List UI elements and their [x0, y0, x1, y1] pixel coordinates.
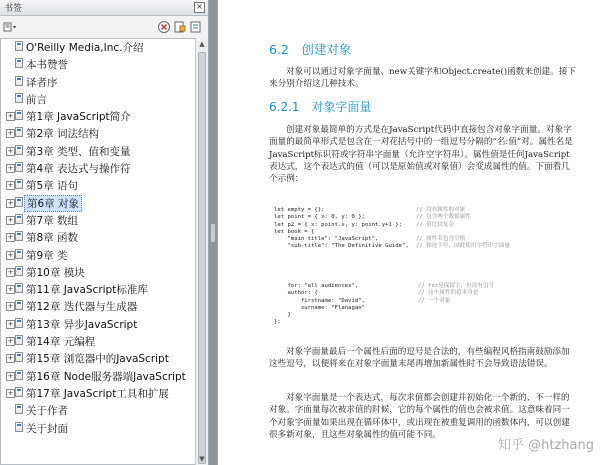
- expand-toggle-icon[interactable]: +: [7, 233, 14, 242]
- code-line: [274, 221, 455, 229]
- bookmark-page-icon: [15, 179, 23, 189]
- bookmark-page-icon: [15, 422, 23, 432]
- code-text: firstname: "David",: [274, 297, 365, 304]
- code-comment: // 一个对象: [418, 297, 451, 304]
- bookmark-label: 第10章 模块: [26, 266, 85, 279]
- code-line: [274, 312, 365, 319]
- code-comment: // 没有属性的对象: [416, 207, 466, 213]
- bookmark-label: 第6章 对象: [24, 195, 82, 212]
- expand-toggle-icon[interactable]: +: [7, 285, 14, 294]
- code-text: surname: "Flanagan": [274, 304, 365, 311]
- bookmark-page-icon: [15, 214, 23, 224]
- bookmark-page-icon: [15, 352, 23, 362]
- expand-toggle-icon[interactable]: +: [7, 371, 14, 380]
- bookmark-label: 第13章 异步JavaScript: [26, 318, 138, 331]
- bookmark-item[interactable]: [1, 368, 195, 385]
- bookmark-label: 译者序: [26, 76, 58, 89]
- bookmark-item[interactable]: [1, 229, 195, 246]
- bookmark-label: 第7章 数组: [26, 214, 79, 227]
- bookmark-label: 第9章 类: [26, 249, 68, 262]
- bookmark-page-icon: [15, 127, 23, 137]
- bookmark-page-icon: [15, 266, 23, 276]
- bookmark-item[interactable]: [1, 212, 195, 229]
- panel-splitter[interactable]: [209, 0, 217, 465]
- bookmark-item[interactable]: [1, 143, 195, 160]
- close-panel-button[interactable]: ×: [194, 2, 205, 13]
- subsection-heading: 6.2.1 对象字面量: [269, 100, 372, 114]
- bookmark-label: 关于封面: [26, 422, 68, 435]
- expand-toggle-icon[interactable]: +: [7, 146, 14, 155]
- bookmark-properties-icon[interactable]: [189, 20, 203, 34]
- code-line: [274, 236, 466, 243]
- expand-toggle-icon[interactable]: +: [7, 198, 14, 207]
- section-heading: 6.2 创建对象: [269, 42, 352, 57]
- bookmark-page-icon: [15, 404, 23, 414]
- bookmark-item[interactable]: [1, 74, 195, 91]
- bookmark-label: 第15章 浏览器中的JavaScript: [26, 353, 169, 366]
- bookmark-item[interactable]: [1, 298, 195, 315]
- expand-toggle-icon[interactable]: +: [7, 215, 14, 224]
- bookmark-page-icon: [15, 387, 23, 397]
- code-line: [274, 305, 365, 312]
- code-block-1: [274, 207, 511, 251]
- scroll-down-icon[interactable]: ▼: [199, 455, 205, 463]
- zhihu-watermark: 知乎 @htzhang: [498, 438, 594, 453]
- expand-toggle-icon[interactable]: +: [7, 181, 14, 190]
- bookmark-label: 第5章 语句: [26, 180, 79, 193]
- bookmark-page-icon: [15, 41, 23, 51]
- bookmark-label: 第1章 JavaScript简介: [26, 111, 131, 124]
- bookmark-item[interactable]: [1, 385, 195, 402]
- body-paragraph-1: 创建对象最简单的方式是在JavaScript代码中直接包含对象字面量。对象字面量的最简单形式是包含在一对花括号中的一组逗号分隔的“名:值”对。属性名是JavaScript标识符或字符串字面量（允许空字符串）。属性值是任何JavaScript表达式，这个表达式的值（可以是原始值或对象值）会变成属性的值。下面看几个示例：: [269, 125, 573, 185]
- code-comment: // 包含两个数值属性: [416, 214, 471, 221]
- code-comment: // 这个属性的值本身是: [418, 290, 479, 297]
- bookmark-item[interactable]: [1, 281, 195, 298]
- bookmark-item[interactable]: [1, 333, 195, 350]
- expand-toggle-icon[interactable]: +: [7, 319, 14, 328]
- code-line: [274, 290, 479, 297]
- bookmarks-title-bar: [0, 0, 208, 16]
- bookmark-page-icon: [15, 318, 23, 328]
- bookmark-page-icon: [15, 231, 23, 241]
- bookmark-label: 第17章 JavaScript工具和扩展: [26, 387, 169, 400]
- bookmark-page-icon: [15, 76, 23, 86]
- bookmark-item[interactable]: [1, 350, 195, 367]
- bookmark-item[interactable]: [1, 39, 195, 56]
- expand-toggle-icon[interactable]: +: [7, 354, 14, 363]
- bookmark-page-icon: [15, 335, 23, 345]
- bookmark-page-icon: [15, 58, 23, 68]
- code-comment: // 值比较复杂: [416, 221, 455, 228]
- expand-toggle-icon[interactable]: +: [7, 267, 14, 276]
- code-text: let p2 = { x: point.x, y: point.y+1 };: [274, 221, 402, 228]
- code-text: author: {: [274, 290, 318, 297]
- code-comment: // for是保留字，但没有引号: [418, 283, 495, 289]
- bookmark-label: 第8章 函数: [26, 232, 79, 245]
- bookmark-item[interactable]: [1, 56, 195, 73]
- body-paragraph-3: 对象字面量是一个表达式，每次求值都会创建并初始化一个新的、不一样的对象。字面量每次被求值的时候，它的每个属性的值也会被求值。这意味着同一个对象字面量如果出现在循环体中，或出现在被重复调用的函数体内，可以创建很多新对象，且这些对象属性的值可能不同。: [269, 393, 570, 440]
- delete-bookmark-icon[interactable]: [157, 20, 171, 34]
- code-comment: // 和连字符，因此使用字符串字面量: [416, 243, 511, 250]
- code-line: [274, 229, 409, 236]
- code-line: [274, 297, 451, 305]
- scroll-up-icon[interactable]: ▲: [199, 40, 205, 48]
- bookmark-label: 第4章 表达式与操作符: [26, 163, 131, 176]
- bookmark-tree: [0, 38, 196, 465]
- bookmark-page-icon: [15, 283, 23, 293]
- bookmark-item[interactable]: [1, 125, 195, 142]
- code-text: }: [274, 312, 291, 319]
- body-paragraph-2: 对象字面量最后一个属性后面的逗号是合法的，有些编程风格指南鼓励添加这些逗号，以便将来在对象字面量末尾再增加新属性时不会导致语法错误。: [269, 347, 570, 370]
- bookmark-item[interactable]: [1, 316, 195, 333]
- scroll-thumb[interactable]: [198, 52, 206, 464]
- code-line: [274, 283, 495, 290]
- bookmarks-panel: [0, 0, 209, 465]
- bookmark-label: 第16章 Node服务器端JavaScript: [26, 370, 186, 383]
- code-comment: // 属性名包含空格: [416, 236, 466, 243]
- bookmark-item[interactable]: [1, 402, 195, 419]
- code-line: [274, 243, 511, 250]
- bookmark-page-icon: [15, 145, 23, 155]
- expand-toggle-icon[interactable]: +: [7, 112, 14, 121]
- bookmark-page-icon: [15, 93, 23, 103]
- bookmark-label: 第11章 JavaScript标准库: [26, 284, 148, 297]
- code-text: let book = {: [274, 228, 315, 235]
- bookmark-label: 第12章 迭代器与生成器: [26, 301, 138, 314]
- bookmark-item[interactable]: [1, 264, 195, 281]
- intro-paragraph: 对象可以通过对象字面量、new关键字和Object.create()函数来创建。接下来分别介绍这几种技术。: [269, 67, 576, 90]
- code-text: let empty = {};: [274, 207, 325, 213]
- expand-toggle-icon[interactable]: +: [7, 250, 14, 259]
- code-block-2: [274, 283, 495, 327]
- expand-toggle-icon[interactable]: +: [7, 388, 14, 397]
- bookmark-page-icon: [15, 110, 23, 120]
- bookmark-item[interactable]: [1, 247, 195, 264]
- expand-toggle-icon[interactable]: +: [7, 129, 14, 138]
- bookmarks-toolbar: [0, 16, 208, 39]
- bookmark-label: 第14章 元编程: [26, 336, 96, 349]
- bookmark-page-icon: [15, 162, 23, 172]
- code-line: [274, 214, 471, 221]
- bookmark-scrollbar[interactable]: [195, 38, 208, 465]
- bookmark-label: 关于作者: [26, 405, 68, 418]
- code-text: "sub-title": "The Definitive Guide",: [274, 243, 409, 250]
- document-page: [218, 0, 600, 465]
- code-text: for: "all audiences",: [274, 283, 359, 289]
- bookmark-item[interactable]: [1, 420, 195, 437]
- code-text: let point = { x: 0, y: 0 };: [274, 214, 365, 221]
- bookmark-item[interactable]: [1, 160, 195, 177]
- expand-toggle-icon[interactable]: +: [7, 302, 14, 311]
- bookmark-page-icon: [15, 197, 23, 207]
- splitter-grip[interactable]: [211, 224, 215, 242]
- bookmark-page-icon: [15, 300, 23, 310]
- code-text: "main title": "JavaScript",: [274, 236, 379, 243]
- bookmark-label: 第2章 词法结构: [26, 128, 100, 141]
- bookmark-item[interactable]: [1, 108, 195, 125]
- new-bookmark-icon[interactable]: [173, 20, 187, 34]
- options-menu-icon[interactable]: [3, 20, 17, 34]
- bookmark-label: 前言: [26, 93, 47, 106]
- bookmark-page-icon: [15, 370, 23, 380]
- bookmarks-panel-title: 书签: [4, 4, 23, 14]
- code-text: };: [274, 319, 281, 326]
- bookmark-label: O'Reilly Media,Inc.介绍: [26, 42, 144, 54]
- code-line: [274, 207, 466, 214]
- expand-toggle-icon[interactable]: +: [7, 164, 14, 173]
- code-line: [274, 319, 365, 326]
- bookmark-item[interactable]: [1, 91, 195, 108]
- bookmark-item[interactable]: [1, 177, 195, 194]
- expand-toggle-icon[interactable]: +: [7, 337, 14, 346]
- bookmark-item[interactable]: [1, 195, 195, 212]
- bookmark-label: 第3章 类型、值和变量: [26, 145, 131, 158]
- bookmark-page-icon: [15, 249, 23, 259]
- bookmark-label: 本书赞誉: [26, 59, 68, 72]
